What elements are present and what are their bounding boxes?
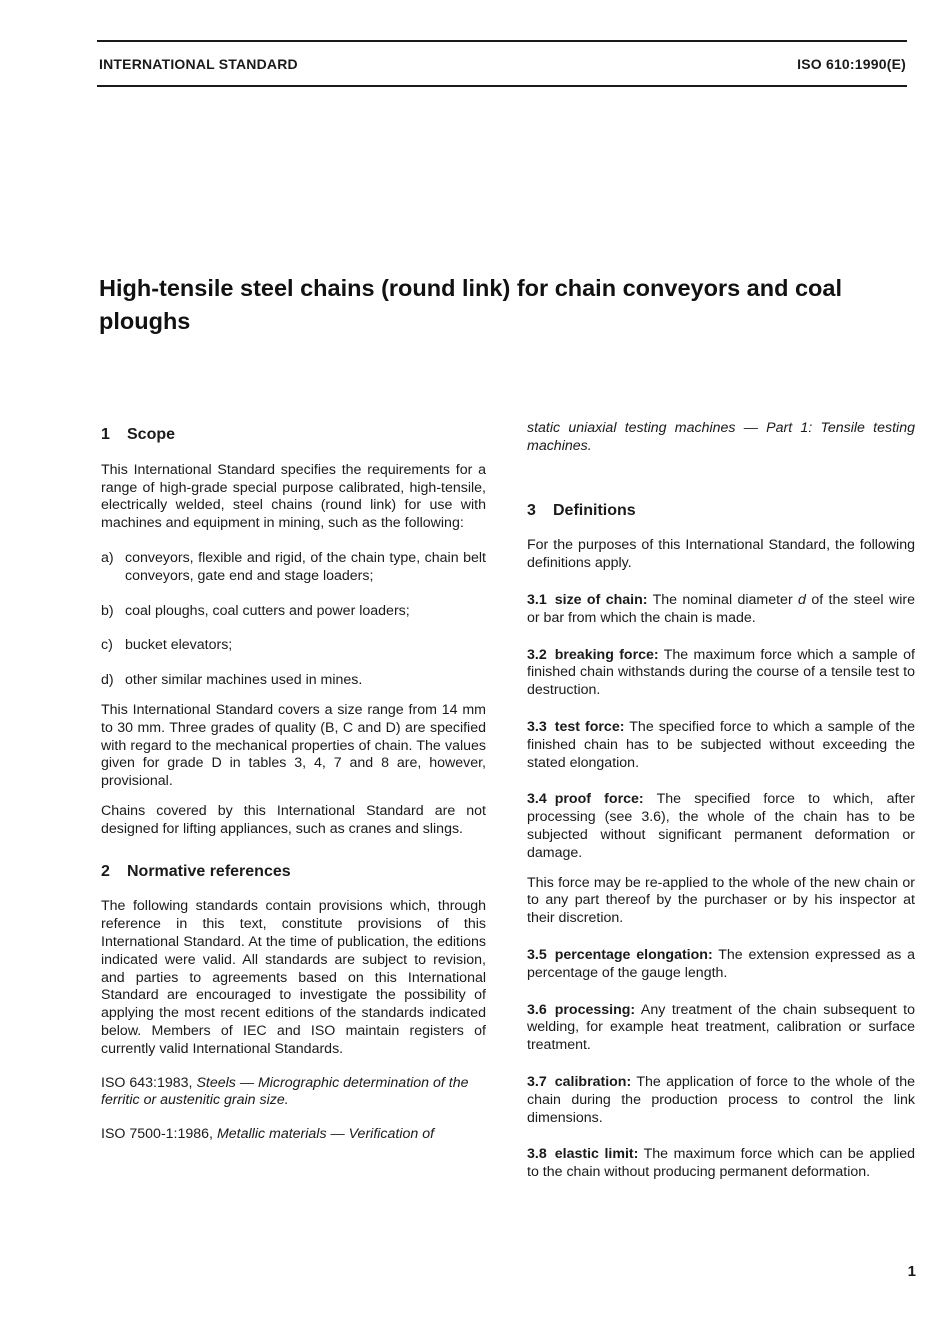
section-heading-scope [101,426,486,444]
list-label: a) [101,549,114,566]
definition-text: The nominal diameter [652,591,793,608]
reference-title: Steels — Micrographic determination of the ferritic or austenitic grain size. [101,1074,469,1109]
list-label: d) [101,672,114,689]
normative-intro: The following standards contain provisions which, through reference in this text, constitute provisions of this International Standard. At the time of publication, the editions indicated were valid. All standards are subject to revision, and parties to agreements based on this International Standard are encouraged to investigate the possibility of applying the most recent editions of the standards indicated below. Members of IEC and ISO maintain registers of currently valid International Standards. [101,898,486,1057]
section-title: Normative references [127,862,291,880]
definition-3-8 [527,1146,915,1182]
scope-exclusion-paragraph: Chains covered by this International Standard are not designed for lifting appliances, such as cranes and slings. [101,802,486,837]
definition-number: 3.8 [527,1146,547,1163]
left-column [101,426,486,1144]
reference-code: ISO 643:1983, [101,1074,193,1091]
right-column [527,420,915,1182]
definition-text: The extension expressed as a percentage of the gauge length. [527,946,915,981]
list-item [101,603,486,621]
reference-code: ISO 7500-1:1986, [101,1126,214,1143]
definition-term: percentage elongation: [554,946,713,963]
scope-intro: This International Standard specifies the requirements for a range of high-grade special purpose calibrated, high-tensile, electrically welded, steel chains (round link) for use with machines and equipment in mining, such as the following: [101,461,486,532]
header-top-rule [97,40,907,42]
definition-term: calibration: [554,1073,632,1090]
definition-3-5 [527,947,915,983]
definition-text: The specified force to which, after processing (see 3.6), the whole of the chain has to be subjected without significant permanent deformation or damage. [527,791,915,861]
definitions-intro: For the purposes of this International Standard, the following definitions apply. [527,537,915,572]
definition-number: 3.7 [527,1073,547,1090]
page-number: 1 [907,1263,916,1280]
reference-iso-7500-1 [101,1126,486,1144]
list-text: conveyors, flexible and rigid, of the chain type, chain belt conveyors, gate end and stage loaders; [125,549,486,584]
section-number: 2 [101,862,110,880]
document-number: ISO 610:1990(E) [797,56,906,72]
definition-number: 3.4 [527,791,547,808]
definition-variable: d [798,591,806,608]
section-title: Scope [127,426,176,443]
header-bottom-rule [97,85,907,87]
definition-text: The maximum force which a sample of finished chain withstands during the course of a tensile test to destruction. [527,646,915,699]
definition-term: test force: [554,718,625,735]
section-heading-definitions [527,502,915,520]
definition-number: 3.3 [527,718,547,735]
definition-number: 3.2 [527,646,547,663]
definition-3-3 [527,719,915,772]
reference-title: Metallic materials — Verification of [216,1126,435,1143]
document-type-label: INTERNATIONAL STANDARD [99,56,298,72]
section-number: 3 [527,501,536,519]
list-item [101,550,486,586]
definition-text: The maximum force which can be applied to the chain without producing permanent deformation. [527,1146,915,1181]
definition-3-1 [527,592,915,628]
list-text: coal ploughs, coal cutters and power loaders; [125,602,410,619]
definition-number: 3.1 [527,591,547,608]
definition-3-4-note: This force may be re-applied to the whole of the new chain or to any part thereof by the purchaser or by his inspector at their discretion. [527,874,915,927]
definition-term: breaking force: [554,646,659,663]
definition-text: Any treatment of the chain subsequent to welding, for example heat treatment, calibration or surface treatment. [527,1001,915,1054]
definition-number: 3.6 [527,1001,547,1018]
list-label: b) [101,602,114,619]
scope-size-range-paragraph: This International Standard covers a size range from 14 mm to 30 mm. Three grades of quality (B, C and D) are specified with regard to the mechanical properties of chain. The values given for grade D in tables 3, 4, 7 and 8 are, however, provisional. [101,701,486,790]
definition-number: 3.5 [527,946,547,963]
definition-term: processing: [554,1001,636,1018]
section-title: Definitions [553,501,636,519]
definition-3-2 [527,647,915,700]
list-item [101,637,486,655]
definition-3-6 [527,1002,915,1055]
definition-3-4 [527,791,915,862]
definition-3-7 [527,1074,915,1127]
document-title: High-tensile steel chains (round link) for chain conveyors and coal ploughs [99,275,843,334]
reference-iso-643 [101,1075,486,1111]
definition-term: proof force: [554,791,644,808]
list-text: other similar machines used in mines. [125,672,363,689]
section-number: 1 [101,426,110,443]
reference-title-continued: static uniaxial testing machines — Part 1: Tensile testing machines. [527,420,915,454]
list-label: c) [101,637,113,654]
definition-term: elastic limit: [554,1146,639,1163]
definition-term: size of chain: [554,591,648,608]
definition-text: of the steel wire or bar from which the chain is made. [527,591,915,626]
section-heading-normative-references [101,863,486,881]
list-item [101,672,486,690]
definition-text: The specified force to which a sample of the finished chain has to be subjected without exceeding the stated elongation. [527,718,916,771]
definition-text: The application of force to the whole of the chain during the production process to control the link dimensions. [527,1073,915,1126]
list-text: bucket elevators; [125,637,233,654]
